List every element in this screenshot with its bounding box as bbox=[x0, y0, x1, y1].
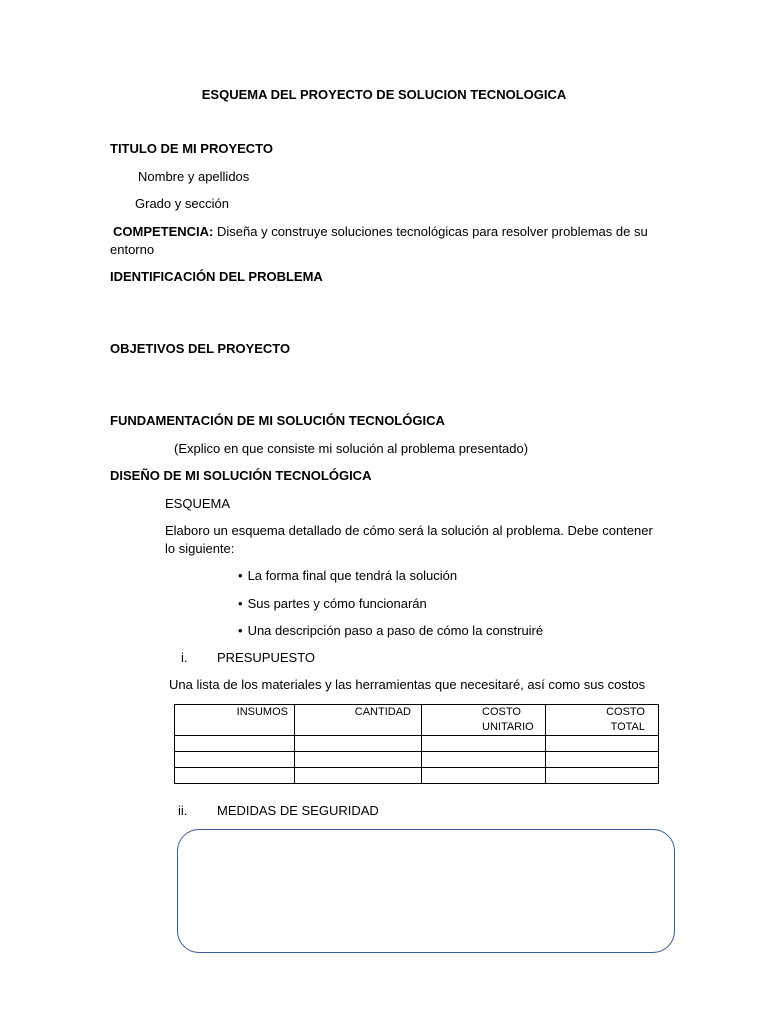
bullet-item: • La forma final que tendrá la solución bbox=[238, 568, 457, 583]
bullet-item: • Sus partes y cómo funcionarán bbox=[238, 596, 427, 611]
table-cell[interactable] bbox=[295, 768, 422, 784]
table-cell[interactable] bbox=[175, 752, 295, 768]
design-heading: DISEÑO DE MI SOLUCIÓN TECNOLÓGICA bbox=[110, 468, 372, 483]
table-cell[interactable] bbox=[546, 752, 659, 768]
scheme-text: Elaboro un esquema detallado de cómo será la solución al problema. Debe contener lo siguiente: bbox=[165, 523, 653, 556]
safety-measures-box[interactable] bbox=[177, 829, 675, 953]
table-cell[interactable] bbox=[295, 752, 422, 768]
table-cell[interactable] bbox=[422, 736, 546, 752]
grade-label: Grado y sección bbox=[135, 196, 229, 211]
table-cell[interactable] bbox=[295, 736, 422, 752]
table-cell[interactable] bbox=[546, 768, 659, 784]
budget-heading: PRESUPUESTO bbox=[217, 650, 316, 665]
table-cell[interactable] bbox=[175, 768, 295, 784]
header-costo-total: COSTO TOTAL bbox=[546, 705, 659, 736]
header-cantidad: CANTIDAD bbox=[295, 705, 422, 736]
foundation-heading: FUNDAMENTACIÓN DE MI SOLUCIÓN TECNOLÓGICA bbox=[110, 413, 445, 428]
scheme-label: ESQUEMA bbox=[165, 496, 231, 511]
table-cell[interactable] bbox=[546, 736, 659, 752]
header-costo-unitario: COSTO UNITARIO bbox=[422, 705, 546, 736]
document-title: ESQUEMA DEL PROYECTO DE SOLUCION TECNOLOGICA bbox=[201, 87, 567, 102]
table-cell[interactable] bbox=[422, 752, 546, 768]
project-title-heading: TITULO DE MI PROYECTO bbox=[110, 141, 273, 156]
safety-heading: MEDIDAS DE SEGURIDAD bbox=[217, 803, 379, 818]
budget-text: Una lista de los materiales y las herramientas que necesitaré, así como sus costos bbox=[169, 677, 646, 692]
table-cell[interactable] bbox=[422, 768, 546, 784]
table-row bbox=[175, 736, 659, 752]
header-insumos: INSUMOS bbox=[175, 705, 295, 736]
table-row bbox=[175, 752, 659, 768]
table-row bbox=[175, 768, 659, 784]
competence-label: COMPETENCIA: bbox=[113, 224, 214, 239]
table-cell[interactable] bbox=[175, 736, 295, 752]
competence-text: Diseña y construye soluciones tecnológicas para resolver problemas de su entorno bbox=[110, 224, 648, 257]
foundation-note: (Explico en que consiste mi solución al problema presentado) bbox=[174, 441, 529, 456]
bullet-item: • Una descripción paso a paso de cómo la construiré bbox=[238, 623, 543, 638]
budget-table bbox=[174, 704, 659, 784]
problem-heading: IDENTIFICACIÓN DEL PROBLEMA bbox=[110, 269, 323, 284]
budget-numeral: i. bbox=[181, 650, 188, 665]
name-label: Nombre y apellidos bbox=[138, 169, 250, 184]
budget-table-header-row bbox=[175, 705, 659, 736]
safety-numeral: ii. bbox=[178, 803, 188, 818]
objectives-heading: OBJETIVOS DEL PROYECTO bbox=[110, 341, 291, 356]
competence-paragraph bbox=[110, 223, 650, 259]
